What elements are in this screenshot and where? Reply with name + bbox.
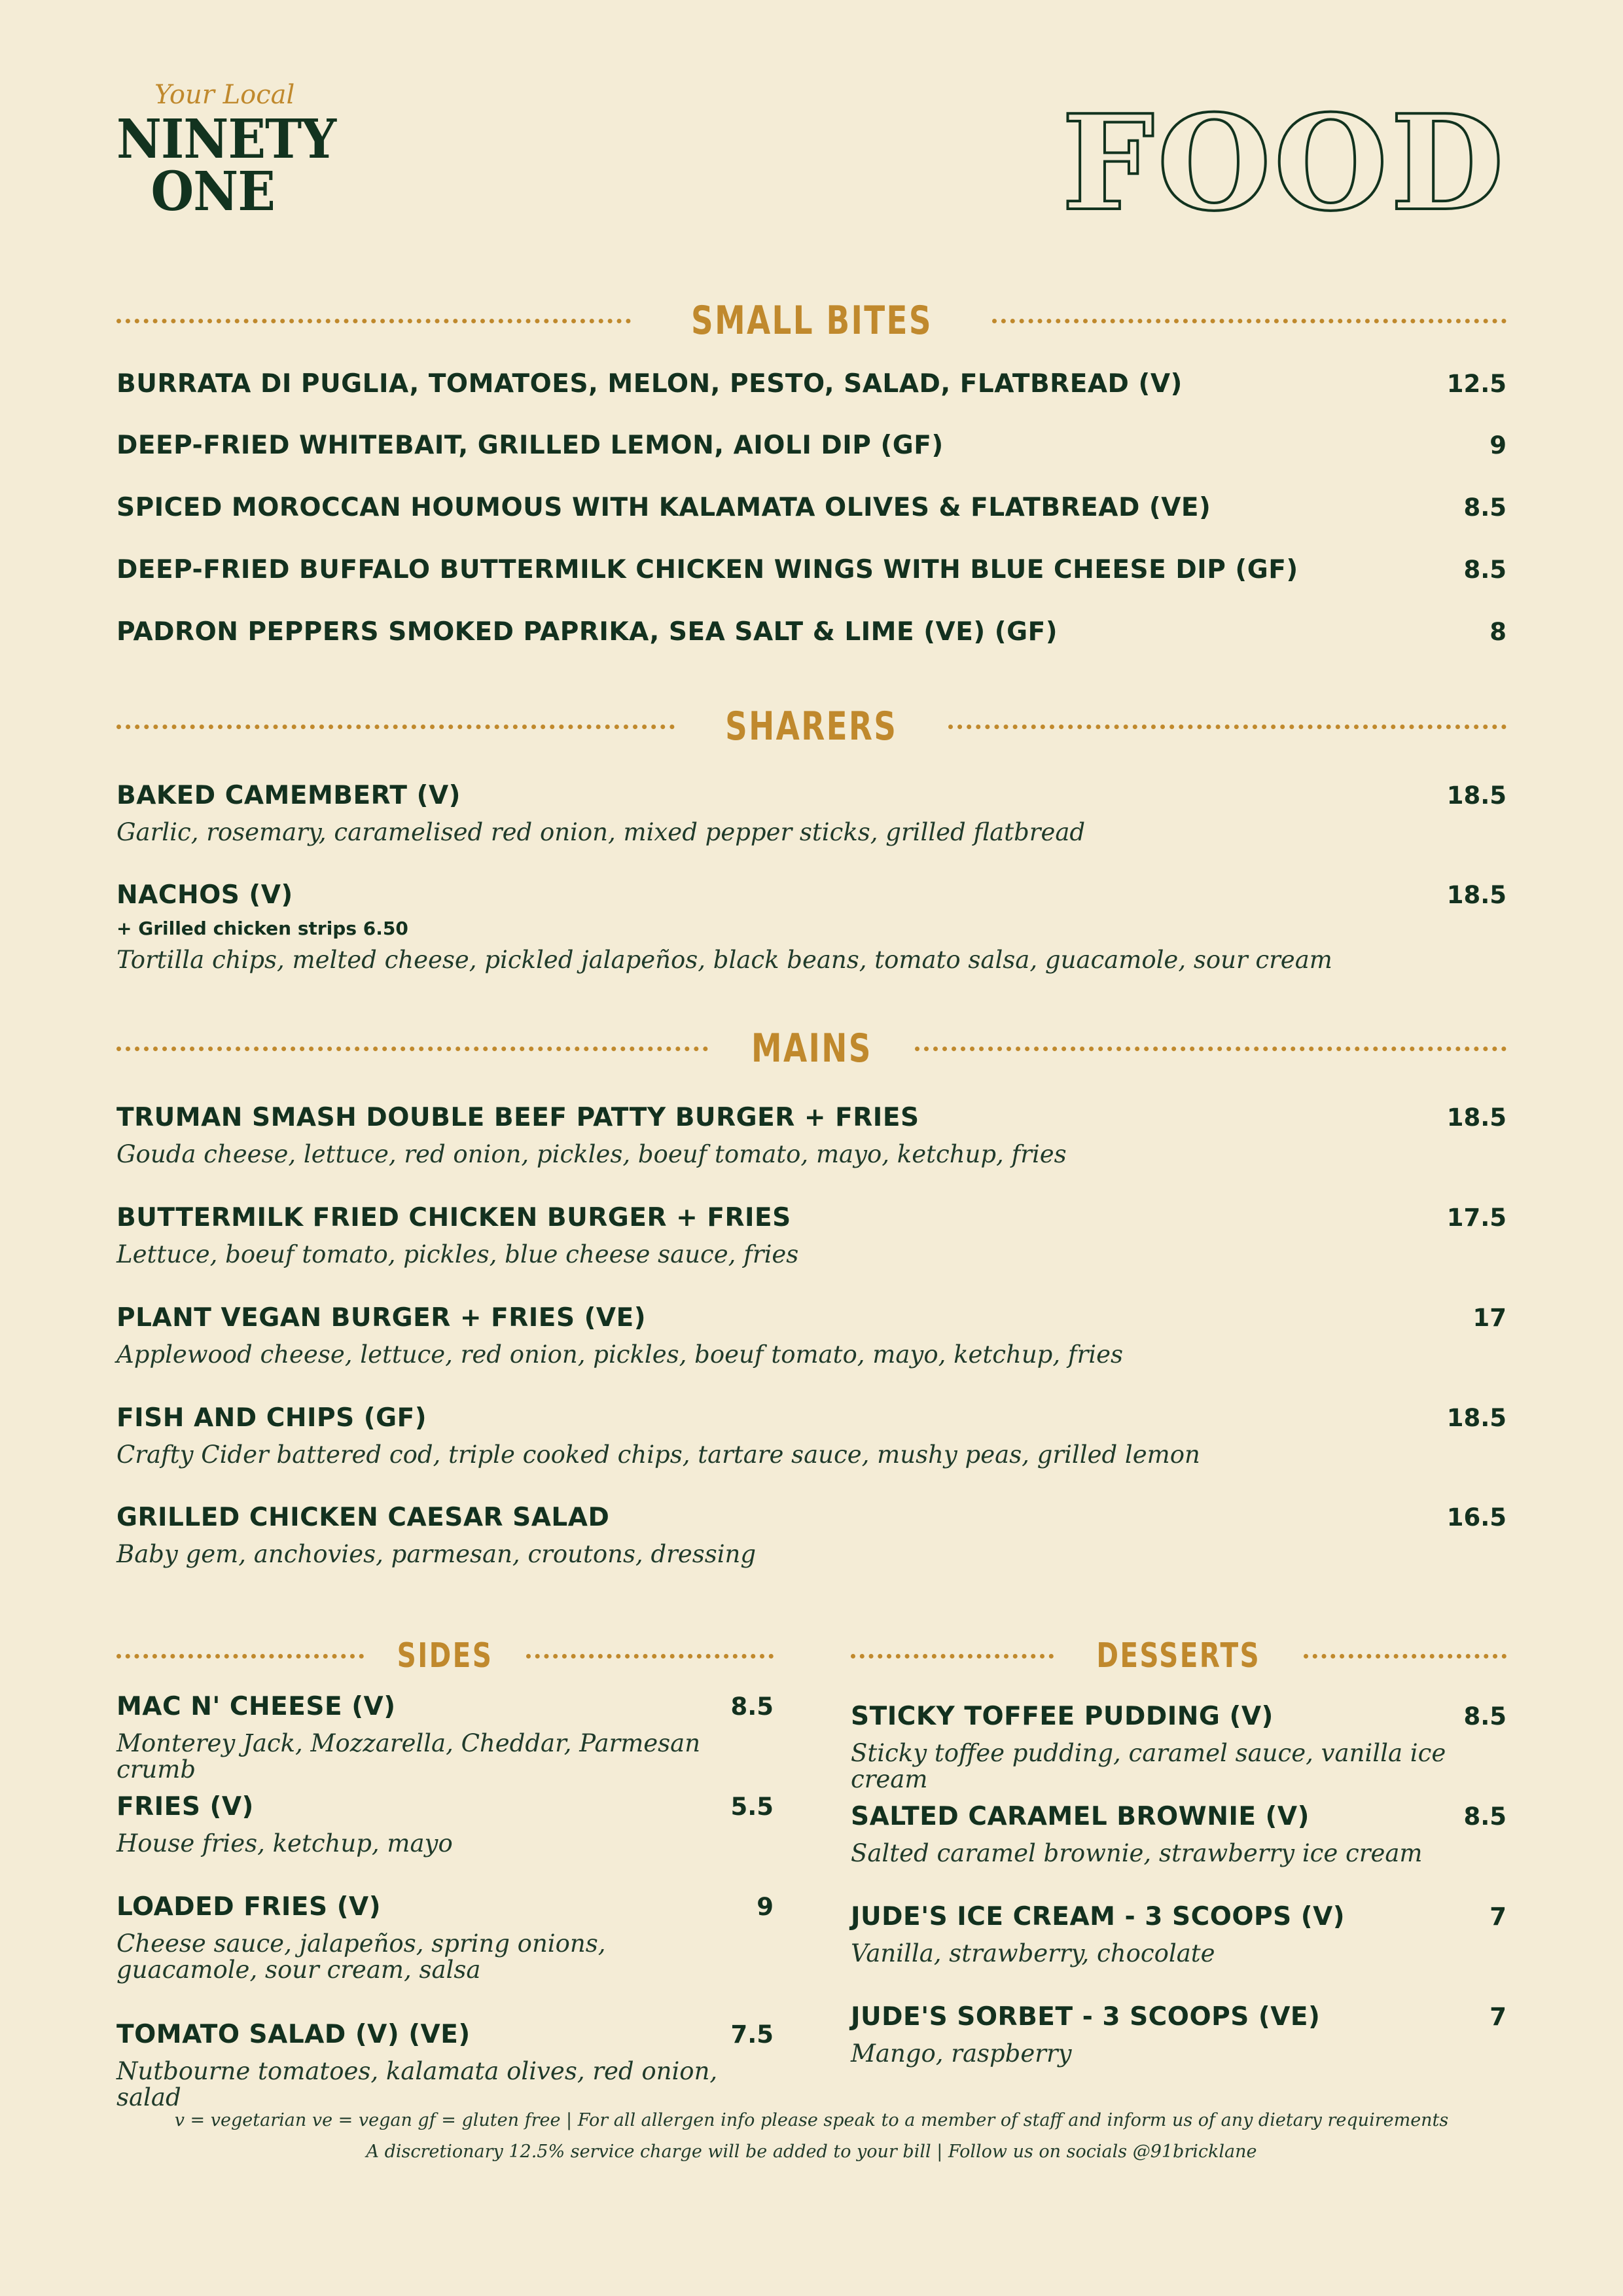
- item-price: 8.5: [1463, 556, 1507, 584]
- item-price: 8: [1489, 618, 1507, 646]
- item-description: Salted caramel brownie, strawberry ice cream: [851, 1839, 1423, 1867]
- item-name: FISH AND CHIPS (GF): [116, 1403, 427, 1433]
- item-price: 16.5: [1446, 1503, 1507, 1532]
- section-header-mains: [116, 1026, 1507, 1071]
- menu-item: [116, 555, 1507, 584]
- menu-item: [851, 1902, 1507, 1967]
- logo-wordmark: [116, 108, 336, 223]
- item-name: GRILLED CHICKEN CAESAR SALAD: [116, 1503, 610, 1532]
- item-name: BURRATA DI PUGLIA, TOMATOES, MELON, PESTO, SALAD, FLATBREAD (V): [116, 369, 1183, 399]
- item-description: Lettuce, boeuf tomato, pickles, blue cheese sauce, fries: [116, 1240, 799, 1268]
- dotted-divider: [851, 1654, 1054, 1659]
- menu-item: [116, 880, 1507, 973]
- item-name: BAKED CAMEMBERT (V): [116, 781, 461, 810]
- item-price: 7: [1489, 2003, 1507, 2031]
- item-price: 7: [1489, 1903, 1507, 1931]
- item-price: 8.5: [1463, 1803, 1507, 1831]
- dotted-divider: [1304, 1654, 1507, 1659]
- item-name: DEEP-FRIED WHITEBAIT, GRILLED LEMON, AIOLI DIP (GF): [116, 431, 944, 460]
- section-title: SHARERS: [725, 704, 898, 749]
- item-price: 5.5: [730, 1793, 774, 1821]
- section-header-sides: [116, 1636, 774, 1676]
- dotted-divider: [116, 319, 631, 323]
- item-description: Sticky toffee pudding, caramel sauce, vanilla ice cream: [851, 1739, 1446, 1793]
- menu-item: [116, 1203, 1507, 1268]
- item-price: 8.5: [1463, 493, 1507, 522]
- menu-item: [116, 1503, 1507, 1568]
- item-description: Nutbourne tomatoes, kalamata olives, red onion, salad: [116, 2057, 718, 2111]
- section-title: SIDES: [397, 1636, 493, 1676]
- menu-item: [116, 493, 1507, 522]
- footer-service-charge: A discretionary 12.5% service charge will be added to your bill | Follow us on socials @91bricklane: [366, 2142, 1257, 2162]
- item-price: 18.5: [1446, 1103, 1507, 1132]
- item-description: Cheese sauce, jalapeños, spring onions, guacamole, sour cream, salsa: [116, 1929, 606, 1984]
- menu-item: [116, 617, 1507, 647]
- item-description: Crafty Cider battered cod, triple cooked chips, tartare sauce, mushy peas, grilled lemon: [116, 1441, 1200, 1469]
- item-description: House fries, ketchup, mayo: [116, 1829, 453, 1857]
- item-price: 8.5: [1463, 1702, 1507, 1731]
- menu-item: [116, 369, 1507, 399]
- section-header-desserts: [851, 1636, 1507, 1676]
- item-description: Tortilla chips, melted cheese, pickled jalapeños, black beans, tomato salsa, guacamole, sour cream: [116, 946, 1332, 974]
- menu-item: [116, 431, 1507, 460]
- logo-line-1: NINETY: [116, 108, 336, 171]
- item-name: STICKY TOFFEE PUDDING (V): [851, 1702, 1274, 1731]
- item-name: JUDE'S SORBET - 3 SCOOPS (VE): [851, 2002, 1321, 2032]
- logo-tagline: Your Local: [154, 80, 295, 110]
- item-description: Baby gem, anchovies, parmesan, croutons, dressing: [116, 1540, 757, 1568]
- menu-item: [851, 1702, 1507, 1793]
- item-description: Gouda cheese, lettuce, red onion, pickles, boeuf tomato, mayo, ketchup, fries: [116, 1140, 1067, 1168]
- section-header-small-bites: [116, 298, 1507, 344]
- menu-item: [851, 1802, 1507, 1867]
- menu-item: [116, 781, 1507, 846]
- dotted-divider: [992, 319, 1507, 323]
- item-price: 17: [1472, 1304, 1507, 1332]
- dotted-divider: [116, 1654, 364, 1659]
- section-header-sharers: [116, 704, 1507, 749]
- logo: [116, 80, 339, 223]
- item-price: 18.5: [1446, 881, 1507, 909]
- item-price: 12.5: [1446, 370, 1507, 398]
- dotted-divider: [526, 1654, 774, 1659]
- menu-item: [116, 1892, 774, 1983]
- item-price: 8.5: [730, 1693, 774, 1721]
- item-name: FRIES (V): [116, 1792, 254, 1821]
- page-title: FOOD: [1061, 86, 1507, 240]
- dotted-divider: [116, 1047, 708, 1051]
- item-name: SALTED CARAMEL BROWNIE (V): [851, 1802, 1310, 1831]
- item-name: LOADED FRIES (V): [116, 1892, 382, 1922]
- item-name: TRUMAN SMASH DOUBLE BEEF PATTY BURGER + FRIES: [116, 1103, 919, 1132]
- footer-dietary-key: v = vegetarian ve = vegan gf = gluten free | For all allergen info please speak to a member of staff and inform us of any dietary requirements: [174, 2110, 1449, 2130]
- item-price: 7.5: [730, 2020, 774, 2049]
- item-description: Mango, raspberry: [851, 2039, 1072, 2068]
- dotted-divider: [116, 725, 675, 729]
- item-name: MAC N' CHEESE (V): [116, 1692, 396, 1721]
- logo-line-2: ONE: [151, 160, 275, 223]
- item-name: PLANT VEGAN BURGER + FRIES (VE): [116, 1303, 647, 1333]
- menu-item: [116, 2020, 774, 2111]
- footer-notes: [0, 2105, 1623, 2168]
- menu-item: [851, 2002, 1507, 2067]
- section-title: MAINS: [751, 1026, 872, 1071]
- menu-item: [116, 1692, 774, 1783]
- item-name: TOMATO SALAD (V) (VE): [116, 2020, 471, 2049]
- item-description: Applewood cheese, lettuce, red onion, pickles, boeuf tomato, mayo, ketchup, fries: [116, 1340, 1123, 1369]
- dotted-divider: [948, 725, 1507, 729]
- item-name: BUTTERMILK FRIED CHICKEN BURGER + FRIES: [116, 1203, 791, 1232]
- item-name: PADRON PEPPERS SMOKED PAPRIKA, SEA SALT & LIME (VE) (GF): [116, 617, 1058, 647]
- section-title: SMALL BITES: [690, 298, 933, 344]
- dotted-divider: [915, 1047, 1507, 1051]
- section-title: DESSERTS: [1096, 1636, 1261, 1676]
- item-description: Garlic, rosemary, caramelised red onion, mixed pepper sticks, grilled flatbread: [116, 818, 1086, 846]
- item-add-on: + Grilled chicken strips 6.50: [116, 918, 408, 939]
- menu-item: [116, 1303, 1507, 1368]
- item-description: Monterey Jack, Mozzarella, Cheddar, Parmesan crumb: [116, 1729, 701, 1784]
- item-name: SPICED MOROCCAN HOUMOUS WITH KALAMATA OLIVES & FLATBREAD (VE): [116, 493, 1211, 522]
- item-price: 9: [757, 1893, 774, 1921]
- menu-item: [116, 1103, 1507, 1168]
- item-price: 18.5: [1446, 1404, 1507, 1432]
- menu-item: [116, 1403, 1507, 1468]
- item-description: Vanilla, strawberry, chocolate: [851, 1939, 1215, 1967]
- item-name: JUDE'S ICE CREAM - 3 SCOOPS (V): [851, 1902, 1346, 1931]
- item-price: 18.5: [1446, 781, 1507, 810]
- item-price: 9: [1489, 431, 1507, 459]
- menu-item: [116, 1792, 774, 1857]
- item-name: NACHOS (V): [116, 880, 293, 910]
- item-price: 17.5: [1446, 1204, 1507, 1232]
- item-name: DEEP-FRIED BUFFALO BUTTERMILK CHICKEN WINGS WITH BLUE CHEESE DIP (GF): [116, 555, 1298, 584]
